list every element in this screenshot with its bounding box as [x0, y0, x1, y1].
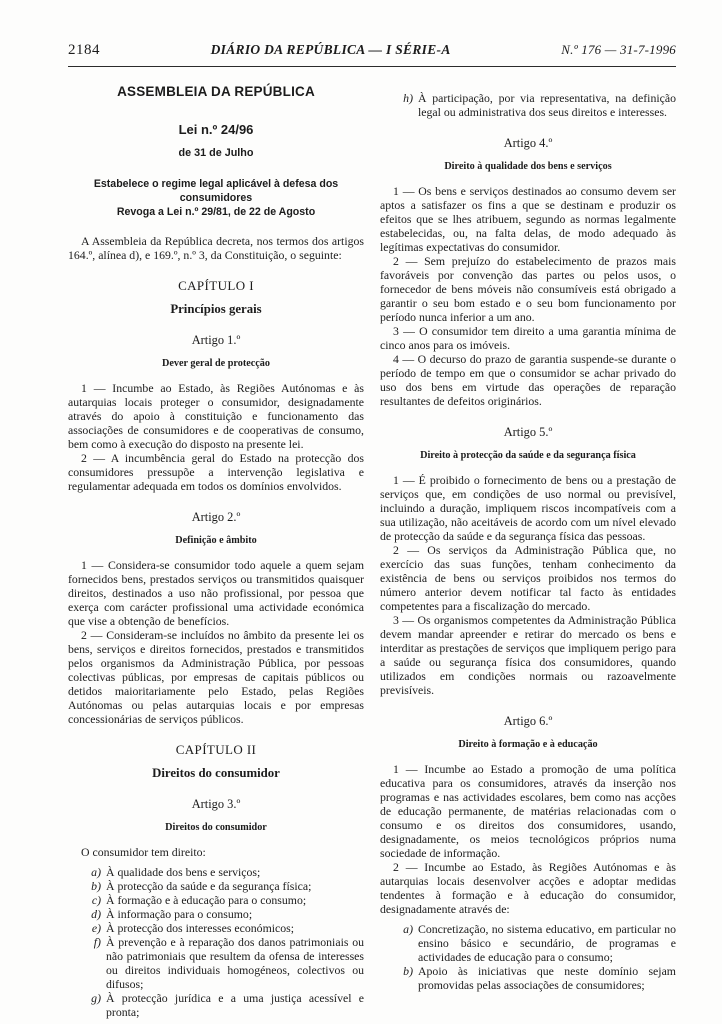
list-item-text: À protecção jurídica e a uma justiça acessível e pronta;: [106, 991, 364, 1019]
two-column-body: [68, 85, 676, 1019]
column-right: [380, 85, 676, 1019]
chapter-title: Princípios gerais: [170, 302, 262, 316]
paragraph: 3 — Os organismos competentes da Administração Pública devem mandar apreender e retirar do mercado os bens e interditar as prestações de serviços que impliquem perigo para a saúde ou segurança física dos consumidores, quando utilizados em condições normais ou razoavelmente previsíveis.: [380, 613, 676, 697]
list-item-label: c): [91, 893, 101, 907]
list-item-label: a): [91, 865, 101, 879]
list-item-label: d): [91, 907, 101, 921]
chapter-heading: CAPÍTULO II: [175, 742, 257, 757]
list-item: [82, 907, 364, 921]
paragraph: 1 — Os bens e serviços destinados ao consumo devem ser aptos a satisfazer os fins a que se destinam e produzir os efeitos que se lhes atribuem, segundo as normas legalmente estabelecidas, ou, na falta delas, de modo adequado às legítimas expectativas do consumidor.: [380, 184, 676, 254]
list-item-label: h): [403, 91, 413, 105]
page-number: 2184: [68, 42, 100, 58]
page-header: [68, 42, 676, 67]
paragraph: 1 — Incumbe ao Estado, às Regiões Autónomas e às autarquias locais proteger o consumidor, designadamente através do apoio à constituição e funcionamento das associações de consumidores e de cooperativas de consumo, bem como à execução do disposto na presente lei.: [68, 381, 364, 451]
column-left: [68, 85, 364, 1019]
paragraph: 2 — Sem prejuízo do estabelecimento de prazos mais favoráveis por convenção das partes ou pelos usos, o fornecedor de bens móveis não consumíveis está obrigado a garantir o seu bom estado e o seu bom funcionamento por período nunca inferior a um ano.: [380, 254, 676, 324]
law-summary: Estabelece o regime legal aplicável à defesa dos consumidores Revoga a Lei n.º 29/81, de 22 de Agosto: [93, 178, 339, 218]
list-item-label: b): [403, 964, 413, 978]
clause-list: [380, 91, 676, 119]
chapter-heading: CAPÍTULO I: [178, 278, 254, 293]
paragraph: 1 — É proibido o fornecimento de bens ou a prestação de serviços que, em condições de uso normal ou previsível, incluindo a duração, impliquem riscos incompatíveis com a sua utilização, não aceitáveis de acordo com um nível elevado de protecção da saúde e da segurança física das pessoas.: [380, 473, 676, 543]
law-number: Lei n.º 24/96: [178, 122, 254, 137]
paragraph: 2 — A incumbência geral do Estado na protecção dos consumidores pressupõe a intervenção legislativa e regulamentar adequada em todos os domínios envolvidos.: [68, 451, 364, 493]
article-title: Direitos do consumidor: [165, 822, 267, 833]
list-item: [82, 935, 364, 991]
paragraph: 2 — Os serviços da Administração Pública que, no exercício das suas funções, tenham conhecimento da existência de bens ou serviços proibidos nos termos do número anterior devem notificar tal facto às entidades competentes para a fiscalização do mercado.: [380, 543, 676, 613]
paragraph: 1 — Considera-se consumidor todo aquele a quem sejam fornecidos bens, prestados serviços ou transmitidos quaisquer direitos, destinados a uso não profissional, por pessoa que exerça com carácter profissional uma actividade económica que vise a obtenção de benefícios.: [68, 558, 364, 628]
list-item-text: Apoio às iniciativas que neste domínio sejam promovidas pelas associações de consumidores;: [418, 964, 676, 992]
list-item-label: e): [91, 921, 101, 935]
paragraph: 2 — Consideram-se incluídos no âmbito da presente lei os bens, serviços e direitos fornecidos, prestados e transmitidos pelos organismos da Administração Pública, por pessoas colectivas públicas, por empresas de capitais públicos ou detidos maioritariamente pelo Estado, pelas Regiões Autónomas ou pelas autarquias locais e por empresas concessionárias de serviços públicos.: [68, 628, 364, 726]
list-item: [82, 921, 364, 935]
list-item-label: b): [91, 879, 101, 893]
list-item-label: g): [91, 991, 101, 1005]
article-title: Definição e âmbito: [175, 535, 257, 546]
article-title: Direito à protecção da saúde e da segurança física: [420, 450, 636, 461]
article-title: Direito à formação e à educação: [458, 739, 598, 750]
paragraph: 4 — O decurso do prazo de garantia suspende-se durante o período de tempo em que o consumidor se achar privado do uso dos bens em virtude das operações de reparação resultantes de defeitos originários.: [380, 352, 676, 408]
list-item: [82, 991, 364, 1019]
paragraph: 1 — Incumbe ao Estado a promoção de uma política educativa para os consumidores, através da inserção nos programas e nas actividades escolares, bem como nas acções de educação permanente, de matérias relacionadas com o consumo e os direitos dos consumidores, usando, designadamente, os meios tecnológicos próprios numa sociedade de informação.: [380, 762, 676, 860]
paragraph: 3 — O consumidor tem direito a uma garantia mínima de cinco anos para os imóveis.: [380, 324, 676, 352]
list-item: [394, 922, 676, 964]
list-item-text: À protecção dos interesses económicos;: [106, 921, 295, 935]
clause-list: [68, 865, 364, 1019]
issue-number: N.º 176 — 31-7-1996: [561, 42, 676, 57]
list-item-text: Concretização, no sistema educativo, em particular no ensino básico e secundário, de programas e actividades de educação para o consumo;: [418, 922, 676, 964]
chapter-title: Direitos do consumidor: [152, 766, 280, 780]
article-heading: Artigo 3.º: [191, 797, 241, 811]
paragraph: A Assembleia da República decreta, nos termos dos artigos 164.º, alínea d), e 169.º, n.º 3, da Constituição, o seguinte:: [68, 234, 364, 262]
list-item-text: À informação para o consumo;: [106, 907, 253, 921]
institution-heading: ASSEMBLEIA DA REPÚBLICA: [117, 84, 315, 99]
paragraph: 2 — Incumbe ao Estado, às Regiões Autónomas e às autarquias locais desenvolver acções e adoptar medidas tendentes à formação e à educação do consumidor, designadamente através de:: [380, 860, 676, 916]
list-item-text: À participação, por via representativa, na definição legal ou administrativa dos seus direitos e interesses.: [418, 91, 676, 119]
list-item-text: À qualidade dos bens e serviços;: [106, 865, 261, 879]
paragraph: O consumidor tem direito:: [81, 845, 206, 859]
list-item-label: a): [403, 922, 413, 936]
article-title: Dever geral de protecção: [162, 358, 270, 369]
list-item-label: f): [93, 935, 101, 949]
article-heading: Artigo 6.º: [503, 714, 553, 728]
article-heading: Artigo 4.º: [503, 136, 553, 150]
law-date: de 31 de Julho: [178, 147, 254, 159]
list-item: [82, 893, 364, 907]
list-item-text: À formação e à educação para o consumo;: [106, 893, 307, 907]
article-heading: Artigo 5.º: [503, 425, 553, 439]
article-title: Direito à qualidade dos bens e serviços: [444, 161, 612, 172]
article-heading: Artigo 1.º: [191, 333, 241, 347]
list-item: [394, 964, 676, 992]
article-heading: Artigo 2.º: [191, 510, 241, 524]
clause-list: [380, 922, 676, 992]
list-item-text: À protecção da saúde e da segurança física;: [106, 879, 312, 893]
list-item: [82, 879, 364, 893]
journal-title: DIÁRIO DA REPÚBLICA — I SÉRIE-A: [210, 42, 451, 57]
list-item: [394, 91, 676, 119]
list-item-text: À prevenção e à reparação dos danos patrimoniais ou não patrimoniais que resultem da ofensa de interesses ou direitos individuais homogéneos, colectivos ou difusos;: [106, 935, 364, 991]
list-item: [82, 865, 364, 879]
